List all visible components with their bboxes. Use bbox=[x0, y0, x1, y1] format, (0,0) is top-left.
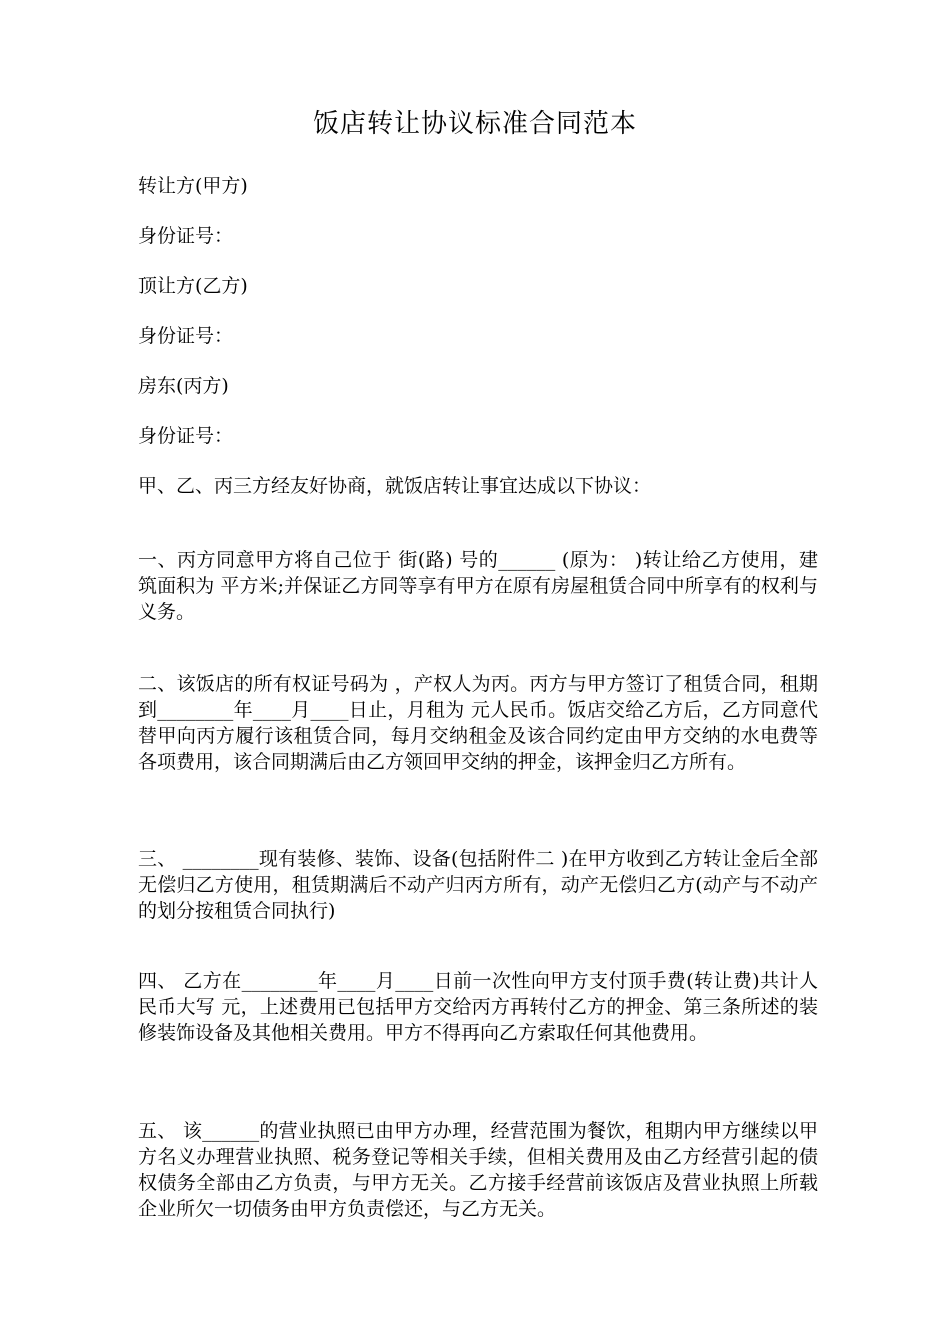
clause-1: 一、丙方同意甲方将自己位于 街(路) 号的______ (原为： )转让给乙方使用，建筑面积为 平方米;并保证乙方同等享有甲方在原有房屋租赁合同中所享有的权利与义务。 bbox=[138, 549, 818, 623]
transferee-id-label: 身份证号： bbox=[138, 325, 234, 347]
transferor-label: 转让方(甲方) bbox=[138, 175, 248, 197]
clause-5: 五、 该______的营业执照已由甲方办理，经营范围为餐饮，租期内甲方继续以甲方名义办理营业执照、税务登记等相关手续，但相关费用及由乙方经营引起的债权债务全部由乙方负责，与甲方无关。乙方接手经营前该饭店及营业执照上所载企业所欠一切债务由甲方负责偿还，与乙方无关。 bbox=[138, 1120, 818, 1220]
clause-4: 四、 乙方在________年____月____日前一次性向甲方支付顶手费(转让费)共计人民币大写 元，上述费用已包括甲方交给丙方再转付乙方的押金、第三条所述的装修装饰设备及其他相关费用。甲方不得再向乙方索取任何其他费用。 bbox=[138, 970, 818, 1044]
agreement-intro: 甲、乙、丙三方经友好协商，就饭店转让事宜达成以下协议： bbox=[138, 475, 652, 497]
clause-2: 二、该饭店的所有权证号码为 ，产权人为丙。丙方与甲方签订了租赁合同，租期到________年____月____日止，月租为 元人民币。饭店交给乙方后，乙方同意代替甲向丙方履行该租赁合同，每月交纳租金及该合同约定由甲方交纳的水电费等各项费用，该合同期满后由乙方领回甲交纳的押金，该押金归乙方所有。 bbox=[138, 673, 818, 773]
clause-3: 三、 ________现有装修、装饰、设备(包括附件二 )在甲方收到乙方转让金后全部无偿归乙方使用，租赁期满后不动产归丙方所有，动产无偿归乙方(动产与不动产的划分按租赁合同执行) bbox=[138, 848, 818, 922]
landlord-label: 房东(丙方) bbox=[138, 375, 229, 397]
landlord-id-label: 身份证号： bbox=[138, 425, 234, 447]
transferor-id-label: 身份证号： bbox=[138, 225, 234, 247]
transferee-label: 顶让方(乙方) bbox=[138, 275, 248, 297]
document-title: 饭店转让协议标准合同范本 bbox=[312, 109, 637, 139]
